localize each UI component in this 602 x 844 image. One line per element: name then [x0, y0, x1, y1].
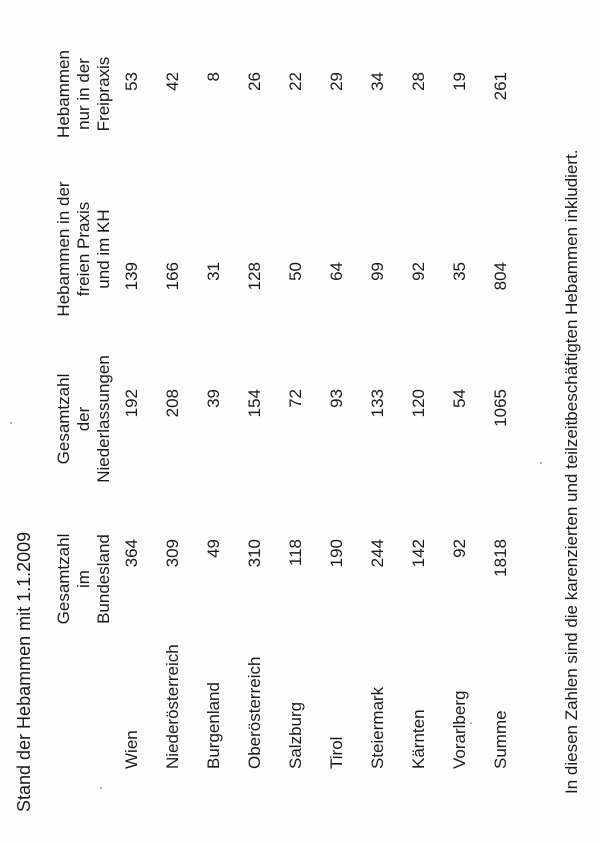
row-label: Wien — [122, 730, 141, 769]
table-cell: 192 — [122, 389, 141, 418]
table-cell: 1065 — [491, 389, 510, 427]
table-cell: 19 — [450, 72, 469, 91]
table-cell: 26 — [245, 72, 264, 91]
table-cell: 92 — [409, 262, 428, 281]
row-label: Salzburg — [286, 701, 305, 769]
table-cell: 139 — [122, 262, 141, 291]
table-cell: 39 — [204, 389, 223, 408]
table-cell: 92 — [450, 539, 469, 558]
table-cell: 244 — [368, 539, 387, 568]
scan-speck — [540, 462, 542, 464]
table-cell: 310 — [245, 539, 264, 568]
footnote: In diesen Zahlen sind die karenzierten und teilzeitbeschäftigten Hebammen inkludiert. — [562, 149, 581, 794]
row-label: Kärnten — [409, 709, 428, 769]
table-cell: 28 — [409, 72, 428, 91]
row-label: Niederösterreich — [163, 644, 182, 769]
scan-speck — [10, 422, 12, 424]
table-cell: 8 — [204, 72, 223, 82]
row-label: Tirol — [327, 736, 346, 769]
table-cell: 1818 — [491, 539, 510, 577]
row-label: Vorarlberg — [450, 690, 469, 769]
table-cell: 49 — [204, 539, 223, 558]
table-cell: 128 — [245, 262, 264, 291]
document-title: Stand der Hebammen mit 1.1.2009 — [14, 531, 34, 812]
row-label: Burgenland — [204, 682, 223, 769]
column-header-gesamtzahl-bundesland: Gesamtzahl im Bundesland — [54, 533, 113, 625]
table-cell: 29 — [327, 72, 346, 91]
table-cell: 120 — [409, 389, 428, 418]
table-cell: 22 — [286, 72, 305, 91]
table-cell: 99 — [368, 262, 387, 281]
table-cell: 54 — [450, 389, 469, 408]
table-cell: 34 — [368, 72, 387, 91]
table-cell: 208 — [163, 389, 182, 418]
table-cell: 190 — [327, 539, 346, 568]
table-cell: 72 — [286, 389, 305, 408]
table-cell: 261 — [491, 72, 510, 101]
row-label: Oberösterreich — [245, 656, 264, 769]
table-cell: 309 — [163, 539, 182, 568]
table-cell: 142 — [409, 539, 428, 568]
table-cell: 118 — [286, 539, 305, 567]
column-header-niederlassungen: Gesamtzahl der Niederlassungen — [54, 355, 113, 483]
scan-speck — [100, 787, 102, 789]
table-cell: 364 — [122, 539, 141, 568]
column-header-freie-praxis-kh: Hebammen in der freien Praxis und im KH — [54, 181, 113, 317]
table-cell: 35 — [450, 262, 469, 281]
table-cell: 154 — [245, 389, 264, 418]
table-cell: 53 — [122, 72, 141, 91]
table-cell: 804 — [491, 262, 510, 291]
scan-speck — [470, 722, 472, 724]
table-cell: 64 — [327, 262, 346, 281]
row-label: Steiermark — [368, 686, 387, 769]
table-cell: 50 — [286, 262, 305, 281]
table-cell: 93 — [327, 389, 346, 408]
column-header-freipraxis: Hebammen nur in der Freipraxis — [54, 50, 113, 138]
table-cell: 133 — [368, 389, 387, 418]
table-cell: 166 — [163, 262, 182, 291]
table-cell: 42 — [163, 72, 182, 91]
row-label: Summe — [491, 710, 510, 769]
table-cell: 31 — [204, 262, 223, 281]
